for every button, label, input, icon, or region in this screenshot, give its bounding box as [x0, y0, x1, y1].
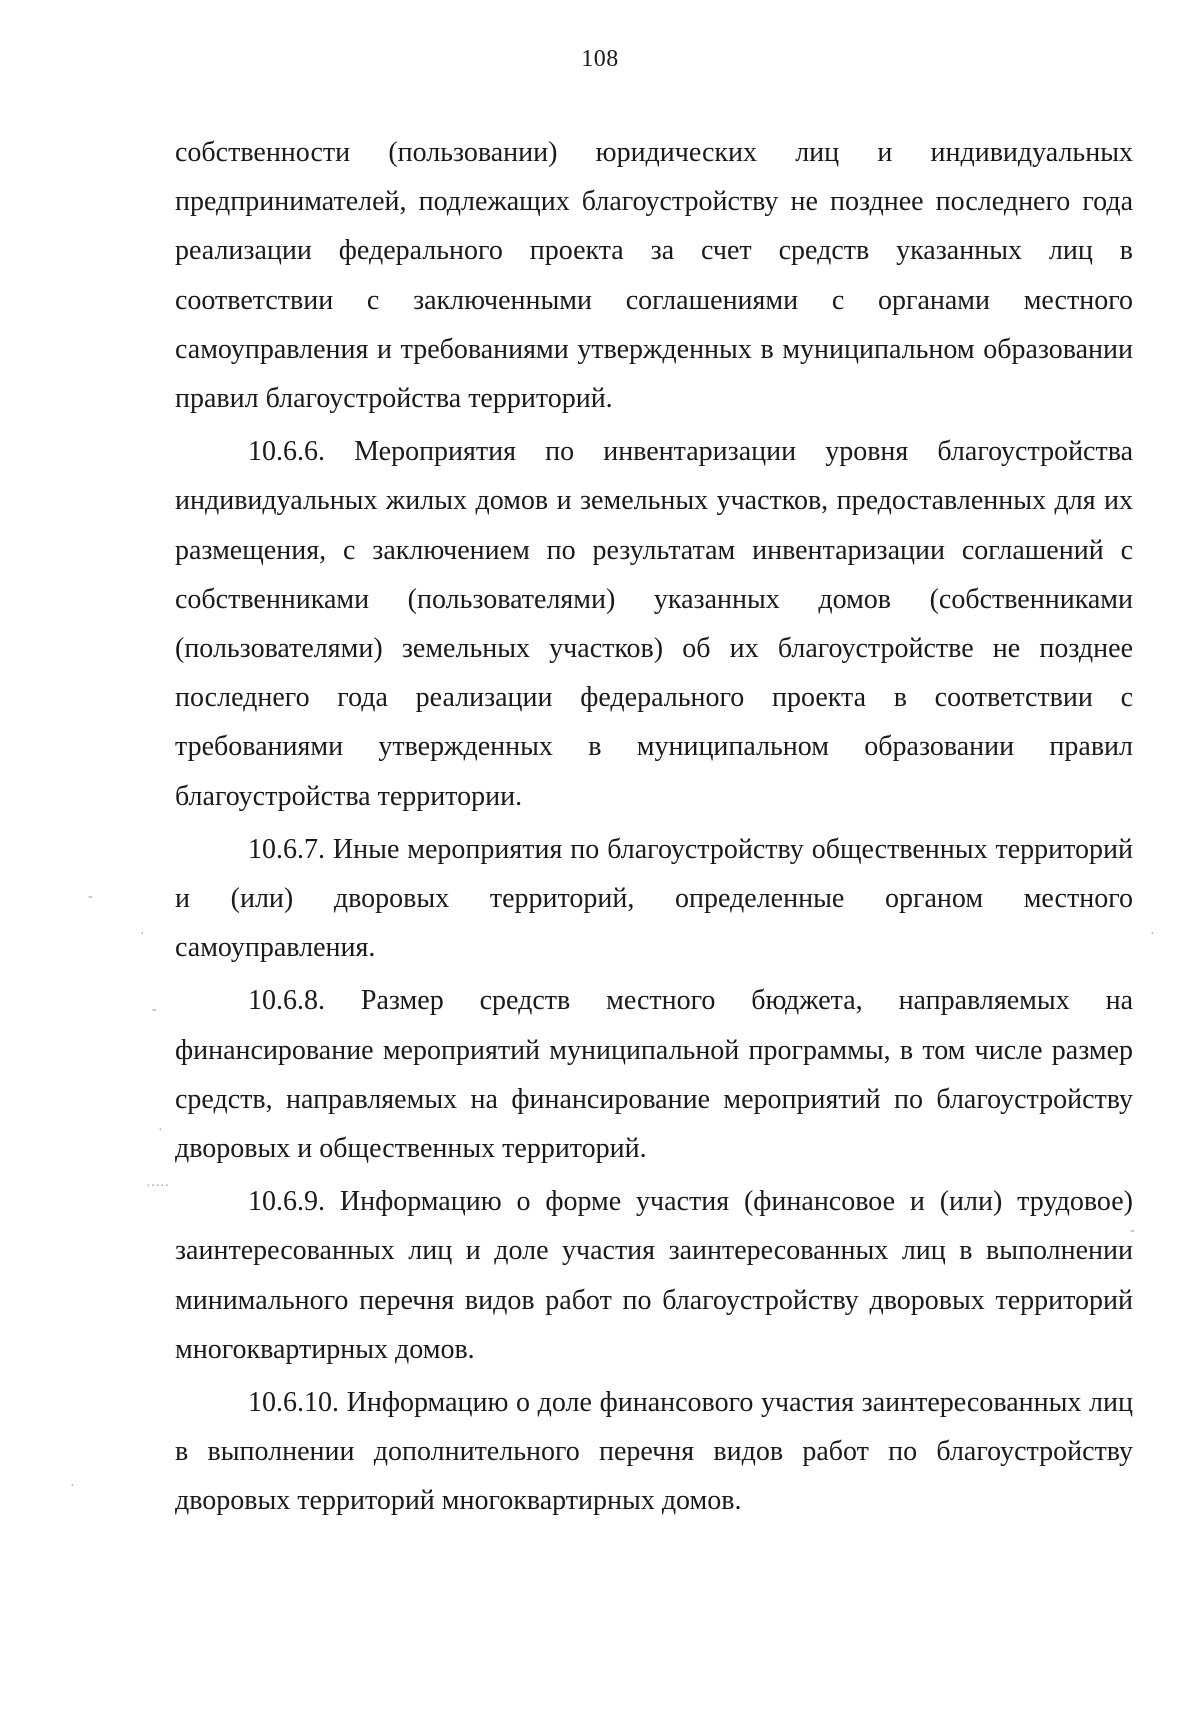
scan-speck: ····· — [146, 1179, 170, 1194]
paragraph-continuation: собственности (пользовании) юридических лиц и индивидуальных предпринимателей, подлежащих благоустройству не позднее последнего года реализации федерального проекта за счет средств указанных лиц в соответствии с заключенными соглашениями с органами местного самоуправления и требованиями утвержденных в муниципальном образовании правил благоустройства территорий. — [175, 137, 1133, 415]
scan-speck: · — [1150, 927, 1155, 942]
paragraph-10-6-8: 10.6.8. Размер средств местного бюджета, направляемых на финансирование мероприятий муниципальной программы, в том числе размер средств, направляемых на финансирование мероприятий по благоустройству дворовых и общественных территорий. — [175, 985, 1133, 1165]
scan-speck: - — [1130, 1223, 1135, 1238]
paragraph-10-6-10: 10.6.10. Информацию о доле финансового участия заинтересованных лиц в выполнении дополнительного перечня видов работ по благоустройству дворовых территорий многоквартирных домов. — [175, 1387, 1133, 1517]
paragraph-10-6-7: 10.6.7. Иные мероприятия по благоустройству общественных территорий и (или) дворовых территорий, определенные органом местного самоуправления. — [175, 833, 1133, 964]
page-number: 108 — [581, 46, 619, 72]
paragraph-10-6-9: 10.6.9. Информацию о форме участия (финансовое и (или) трудовое) заинтересованных лиц и доле участия заинтересованных лиц в выполнении минимального перечня видов работ по благоустройству дворовых территорий многоквартирных домов. — [175, 1186, 1133, 1365]
scan-speck: · — [158, 1123, 163, 1138]
scan-speck: - — [88, 889, 93, 904]
scan-speck: · — [70, 1479, 75, 1494]
scan-speck: - — [152, 1002, 157, 1017]
document-body — [175, 128, 1133, 1530]
paragraph-10-6-6: 10.6.6. Мероприятия по инвентаризации уровня благоустройства индивидуальных жилых домов и земельных участков, предоставленных для их размещения, с заключением по результатам инвентаризации соглашений с собственниками (пользователями) указанных домов (собственниками (пользователями) земельных участков) об их благоустройстве не позднее последнего года реализации федерального проекта в соответствии с требованиями утвержденных в муниципальном образовании правил благоустройства территории. — [175, 436, 1133, 812]
scan-speck: · — [140, 927, 145, 942]
